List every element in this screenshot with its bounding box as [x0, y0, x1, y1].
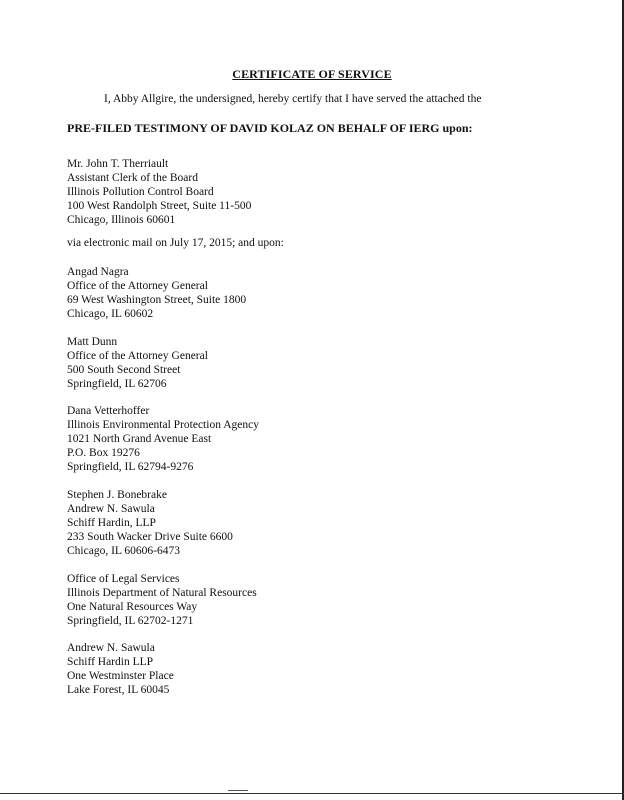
served-document-title: PRE-FILED TESTIMONY OF DAVID KOLAZ ON BEHALF OF IERG upon:: [67, 121, 473, 135]
address-line: One Natural Resources Way: [67, 601, 198, 613]
certification-statement: I, Abby Allgire, the undersigned, hereby certify that I have served the attached the: [104, 93, 482, 105]
address-line: One Westminster Place: [67, 670, 174, 682]
recipient-address-block: [67, 572, 257, 628]
address-line: 100 West Randolph Street, Suite 11-500: [67, 200, 252, 212]
address-line: Springfield, IL 62794-9276: [67, 461, 194, 473]
address-line: Schiff Hardin, LLP: [67, 517, 156, 529]
address-line: Dana Vetterhoffer: [67, 405, 150, 417]
recipient-address-block: [67, 265, 246, 321]
address-line: Assistant Clerk of the Board: [67, 172, 198, 184]
certificate-title: CERTIFICATE OF SERVICE: [232, 67, 392, 81]
address-line: Chicago, Illinois 60601: [67, 214, 176, 226]
address-line: Andrew N. Sawula: [67, 642, 155, 654]
address-line: Springfield, IL 62706: [67, 378, 167, 390]
address-line: 69 West Washington Street, Suite 1800: [67, 294, 247, 306]
scan-edge-mark: [228, 790, 248, 791]
address-line: Schiff Hardin LLP: [67, 656, 154, 668]
address-line: Lake Forest, IL 60045: [67, 684, 170, 696]
address-line: Illinois Pollution Control Board: [67, 186, 214, 198]
address-line: Chicago, IL 60602: [67, 308, 154, 320]
address-line: 233 South Wacker Drive Suite 6600: [67, 531, 233, 543]
address-line: Office of Legal Services: [67, 573, 180, 585]
address-line: 1021 North Grand Avenue East: [67, 433, 212, 445]
address-line: Office of the Attorney General: [67, 280, 208, 292]
address-line: Matt Dunn: [67, 336, 118, 348]
recipient-address-block: [67, 641, 174, 697]
address-line: Mr. John T. Therriault: [67, 158, 169, 170]
address-line: Angad Nagra: [67, 266, 129, 278]
address-line: Office of the Attorney General: [67, 350, 208, 362]
address-line: Illinois Environmental Protection Agency: [67, 419, 259, 431]
service-method-line: via electronic mail on July 17, 2015; and upon:: [67, 237, 284, 249]
recipient-address-block: [67, 404, 259, 474]
address-line: Springfield, IL 62702-1271: [67, 615, 194, 627]
recipient-address-block: [67, 335, 208, 391]
address-line: P.O. Box 19276: [67, 447, 140, 459]
primary-recipient-address: [67, 157, 251, 227]
address-line: Illinois Department of Natural Resources: [67, 587, 257, 599]
address-line: Chicago, IL 60606-6473: [67, 545, 180, 557]
address-line: Andrew N. Sawula: [67, 503, 155, 515]
address-line: 500 South Second Street: [67, 364, 181, 376]
recipient-address-block: [67, 488, 233, 558]
scan-edge-bottom: [0, 793, 624, 794]
address-line: Stephen J. Bonebrake: [67, 489, 167, 501]
